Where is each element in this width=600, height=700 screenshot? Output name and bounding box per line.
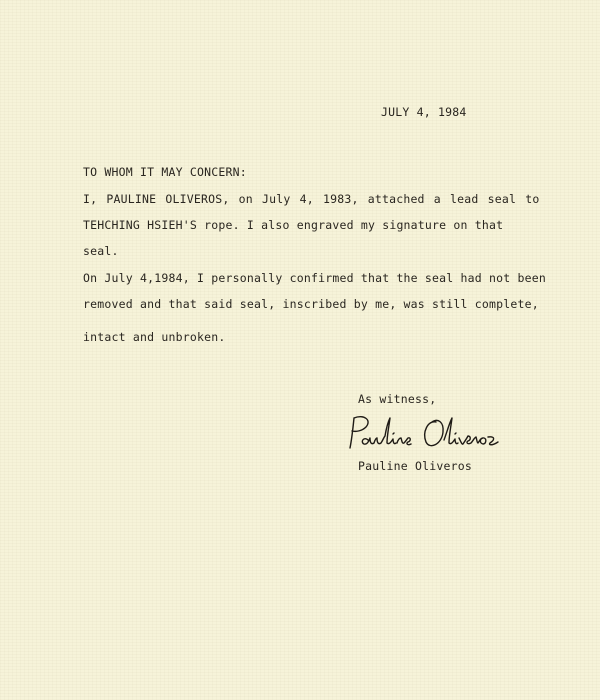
signature-text: Pauline Oliveros bbox=[340, 454, 350, 455]
body-line-4: On July 4,1984, I personally confirmed that the seal had not been bbox=[83, 271, 547, 285]
body-line-5: removed and that said seal, inscribed by me, was still complete, bbox=[83, 297, 539, 311]
closing-witness: As witness, bbox=[358, 392, 437, 406]
body-line-2: TEHCHING HSIEH'S rope. I also engraved my signature on that bbox=[83, 218, 504, 232]
signer-name: Pauline Oliveros bbox=[358, 459, 472, 473]
handwritten-signature bbox=[340, 410, 525, 455]
body-line-1: I, PAULINE OLIVEROS, on July 4, 1983, attached a lead seal to bbox=[83, 192, 540, 206]
body-line-3: seal. bbox=[83, 244, 119, 258]
salutation: TO WHOM IT MAY CONCERN: bbox=[83, 165, 247, 179]
body-line-6: intact and unbroken. bbox=[83, 330, 226, 344]
letter-date: JULY 4, 1984 bbox=[381, 105, 467, 119]
